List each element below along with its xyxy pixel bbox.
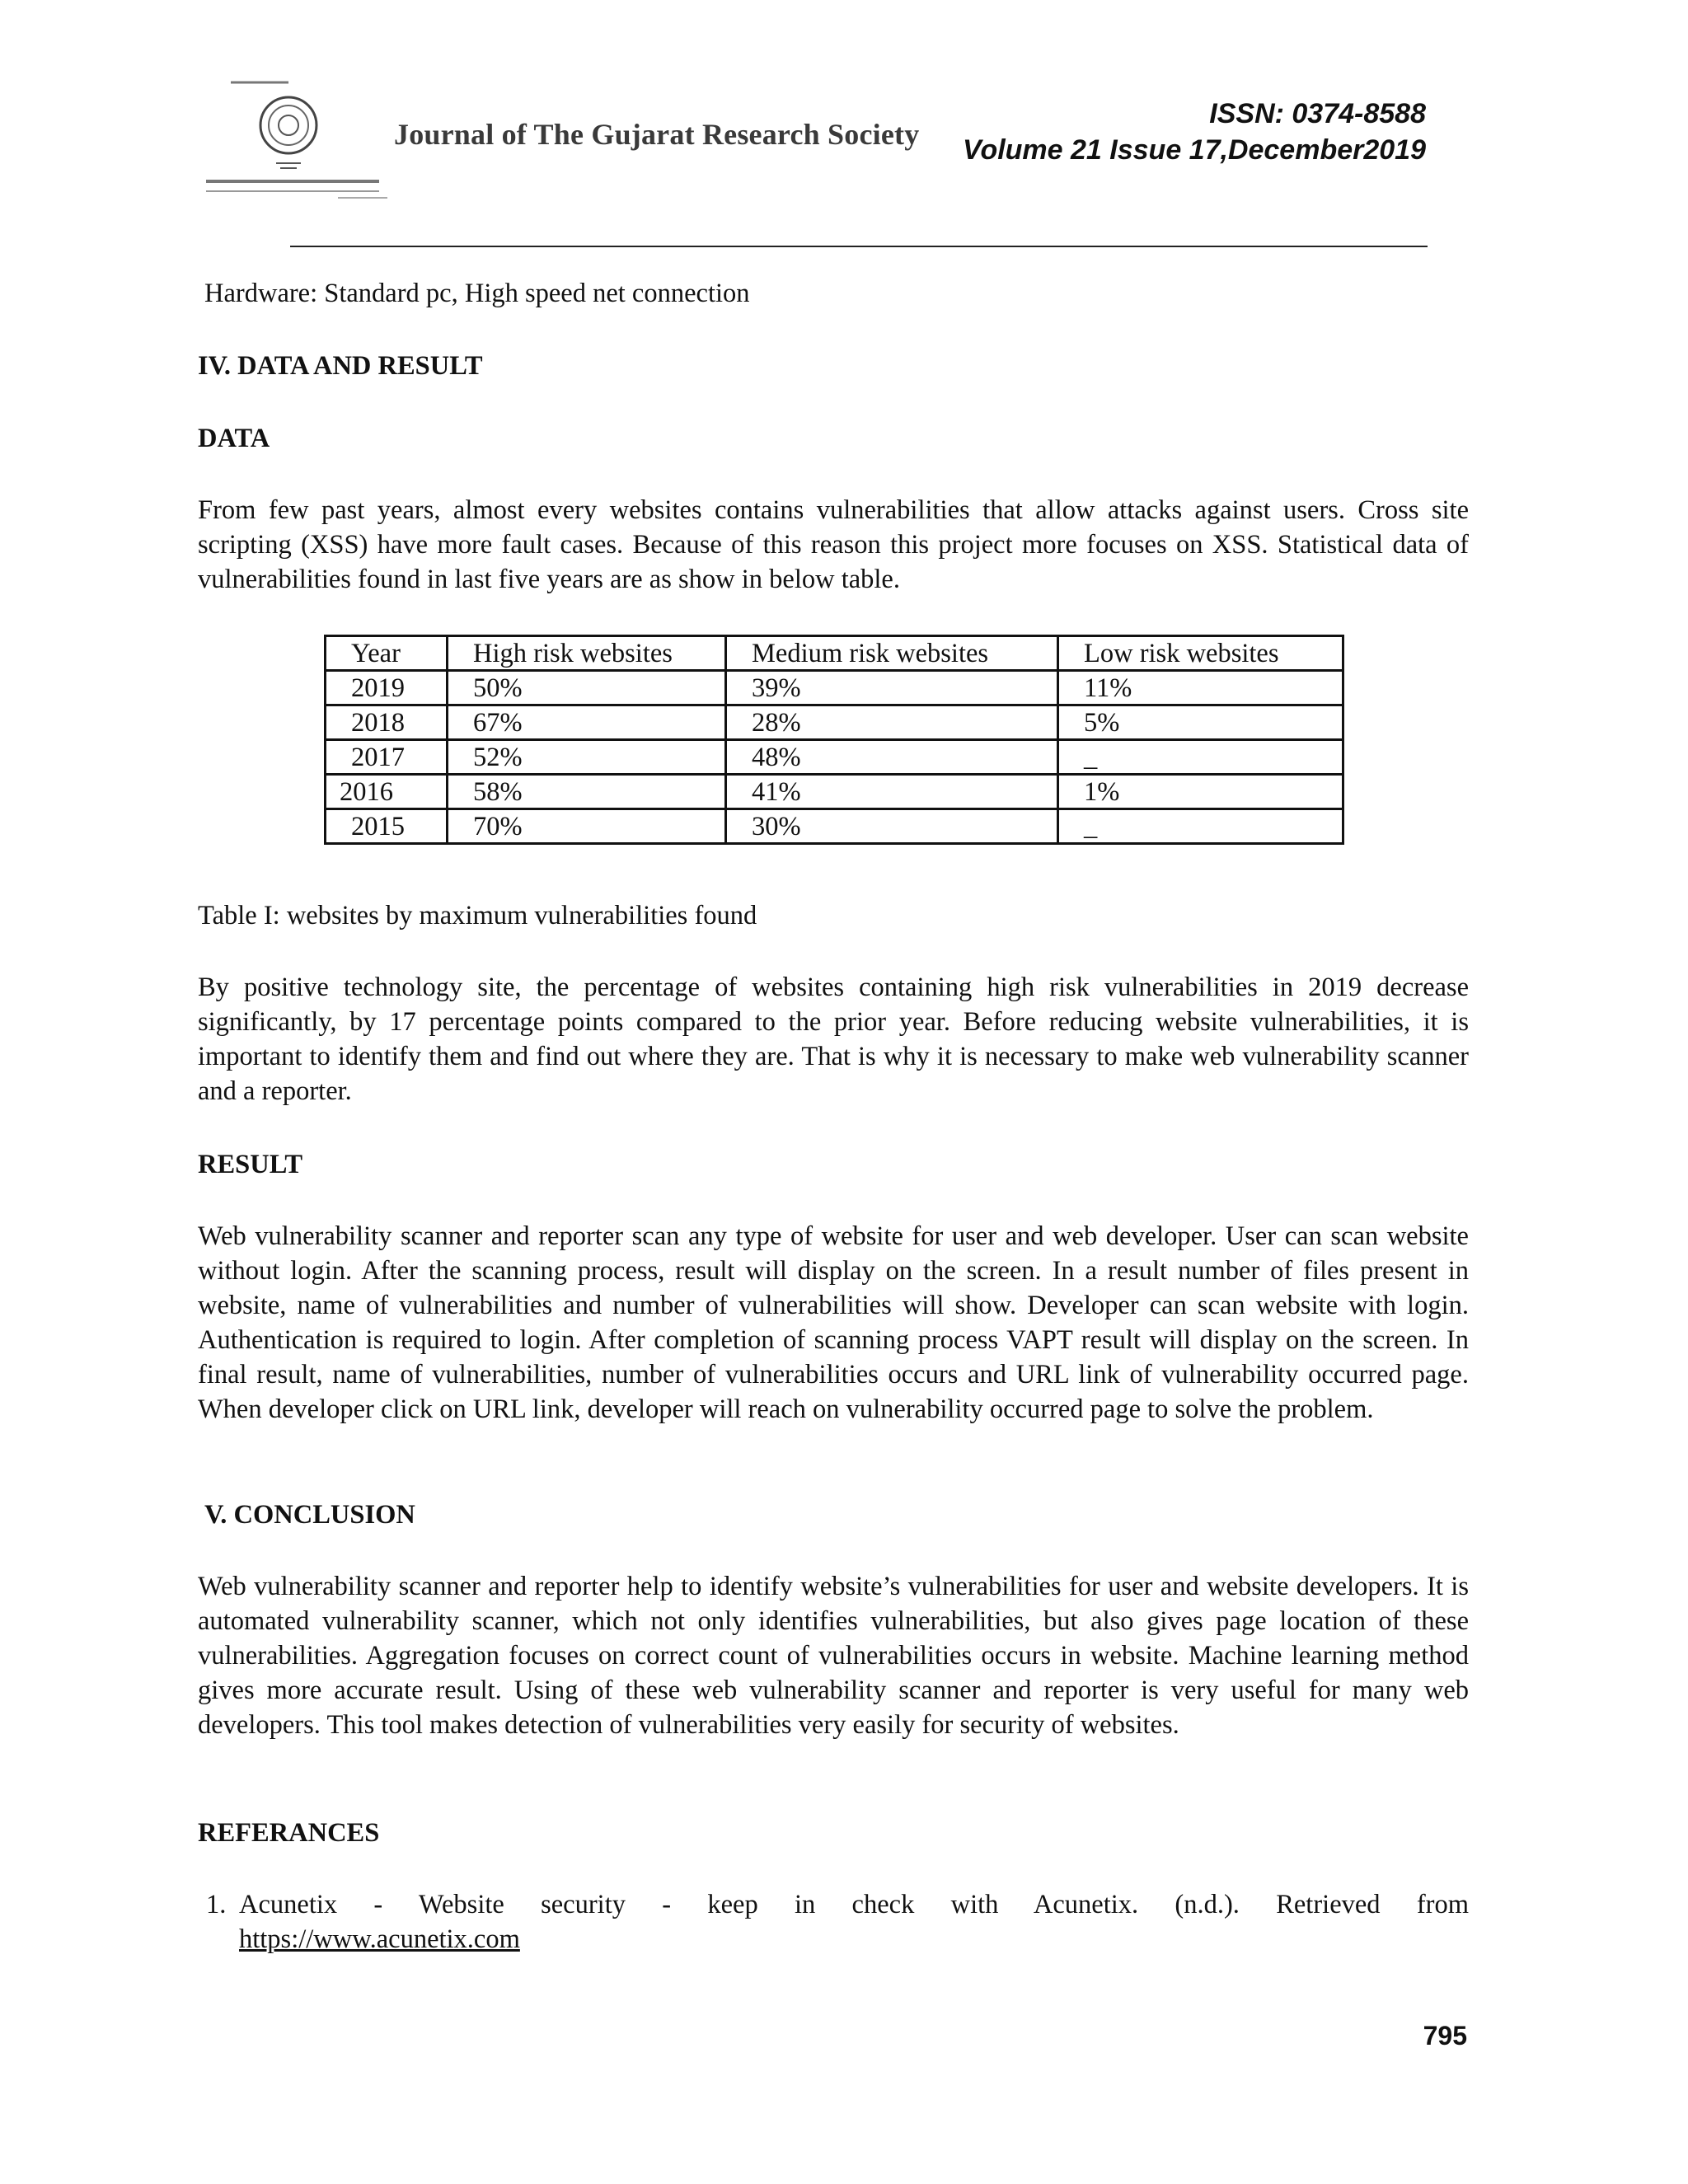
table-cell: 5% [1058,705,1343,740]
issn-block [963,96,1426,168]
header-rule [290,246,1428,247]
table-cell: 2016 [326,775,448,809]
reference-text: Acunetix - Website security - keep in check with Acunetix. (n.d.). Retrieved from [239,1890,1469,1919]
analysis-paragraph: By positive technology site, the percentage of websites containing high risk vulnerabilities in 2019 decrease significantly, by 17 percentage points compared to the prior year. Before reducing website vulnerabilities, it is important to identify them and find out where they are. That is why it is necessary to make web vulnerability scanner and a reporter. [198,972,1469,1106]
table-cell: 2019 [326,671,448,705]
result-paragraph: Web vulnerability scanner and reporter scan any type of website for user and web developer. User can scan website without login. After the scanning process, result will display on the screen. In a result number of files present in website, name of vulnerabilities and number of vulnerabilities will show. Developer can scan website with login. Authentication is required to login. After completion of scanning process VAPT result will display on the screen. In final result, name of vulnerabilities, number of vulnerabilities occurs and URL link of vulnerability occurred page. When developer click on URL link, developer will reach on vulnerability occurred page to solve the problem. [198,1221,1469,1424]
table-cell: 2018 [326,705,448,740]
table-cell: 11% [1058,671,1343,705]
reference-number: 1. [206,1890,227,1919]
table-row [326,671,1343,705]
table-cell: 2015 [326,809,448,844]
table-caption: Table I: websites by maximum vulnerabilities found [198,901,757,930]
table-row [326,809,1343,844]
subheading-references: REFERANCES [198,1818,380,1848]
table-cell: 67% [448,705,726,740]
table-cell: 1% [1058,775,1343,809]
table-header-cell: High risk websites [448,636,726,671]
hardware-line: Hardware: Standard pc, High speed net connection [204,279,750,308]
table-header-cell: Year [326,636,448,671]
table-cell: 30% [726,809,1058,844]
table-cell: 41% [726,775,1058,809]
page-number: 795 [1423,2021,1467,2050]
volume-issue: Volume 21 Issue 17,December2019 [963,134,1426,166]
table-header-row [326,636,1343,671]
vulnerability-table [324,635,1344,845]
table-cell: 50% [448,671,726,705]
table-header-cell: Low risk websites [1058,636,1343,671]
data-paragraph: From few past years, almost every websites contains vulnerabilities that allow attacks against users. Cross site scripting (XSS) have more fault cases. Because of this reason this project more focuses on XSS. Statistical data of vulnerabilities found in last five years are as show in below table. [198,495,1469,594]
table-row [326,740,1343,775]
journal-name: Journal of The Gujarat Research Society [394,118,920,151]
table-cell: 48% [726,740,1058,775]
table-cell: _ [1058,740,1343,775]
table-row [326,775,1343,809]
conclusion-paragraph: Web vulnerability scanner and reporter help to identify website’s vulnerabilities for user and website developers. It is automated vulnerability scanner, which not only identifies vulnerabilities, but also gives page location of these vulnerabilities. Aggregation focuses on correct count of vulnerabilities occurs in website. Machine learning method gives more accurate result. Using of these web vulnerability scanner and reporter is very useful for many web developers. This tool makes detection of vulnerabilities very easily for security of websites. [198,1572,1469,1740]
table-row [326,705,1343,740]
subheading-result: RESULT [198,1150,303,1179]
table-cell: _ [1058,809,1343,844]
subheading-data: DATA [198,424,270,453]
table-header-cell: Medium risk websites [726,636,1058,671]
table-cell: 28% [726,705,1058,740]
issn: ISSN: 0374-8588 [1209,98,1426,129]
section-heading-data-and-result: IV. DATA AND RESULT [198,351,483,381]
table-cell: 70% [448,809,726,844]
table-cell: 2017 [326,740,448,775]
reference-link[interactable]: https://www.acunetix.com [239,1924,520,1954]
table-cell: 52% [448,740,726,775]
section-heading-conclusion: V. CONCLUSION [204,1500,415,1530]
reference-item [206,1887,1469,1957]
journal-seal-logo-icon [198,74,400,214]
table-cell: 58% [448,775,726,809]
table-cell: 39% [726,671,1058,705]
